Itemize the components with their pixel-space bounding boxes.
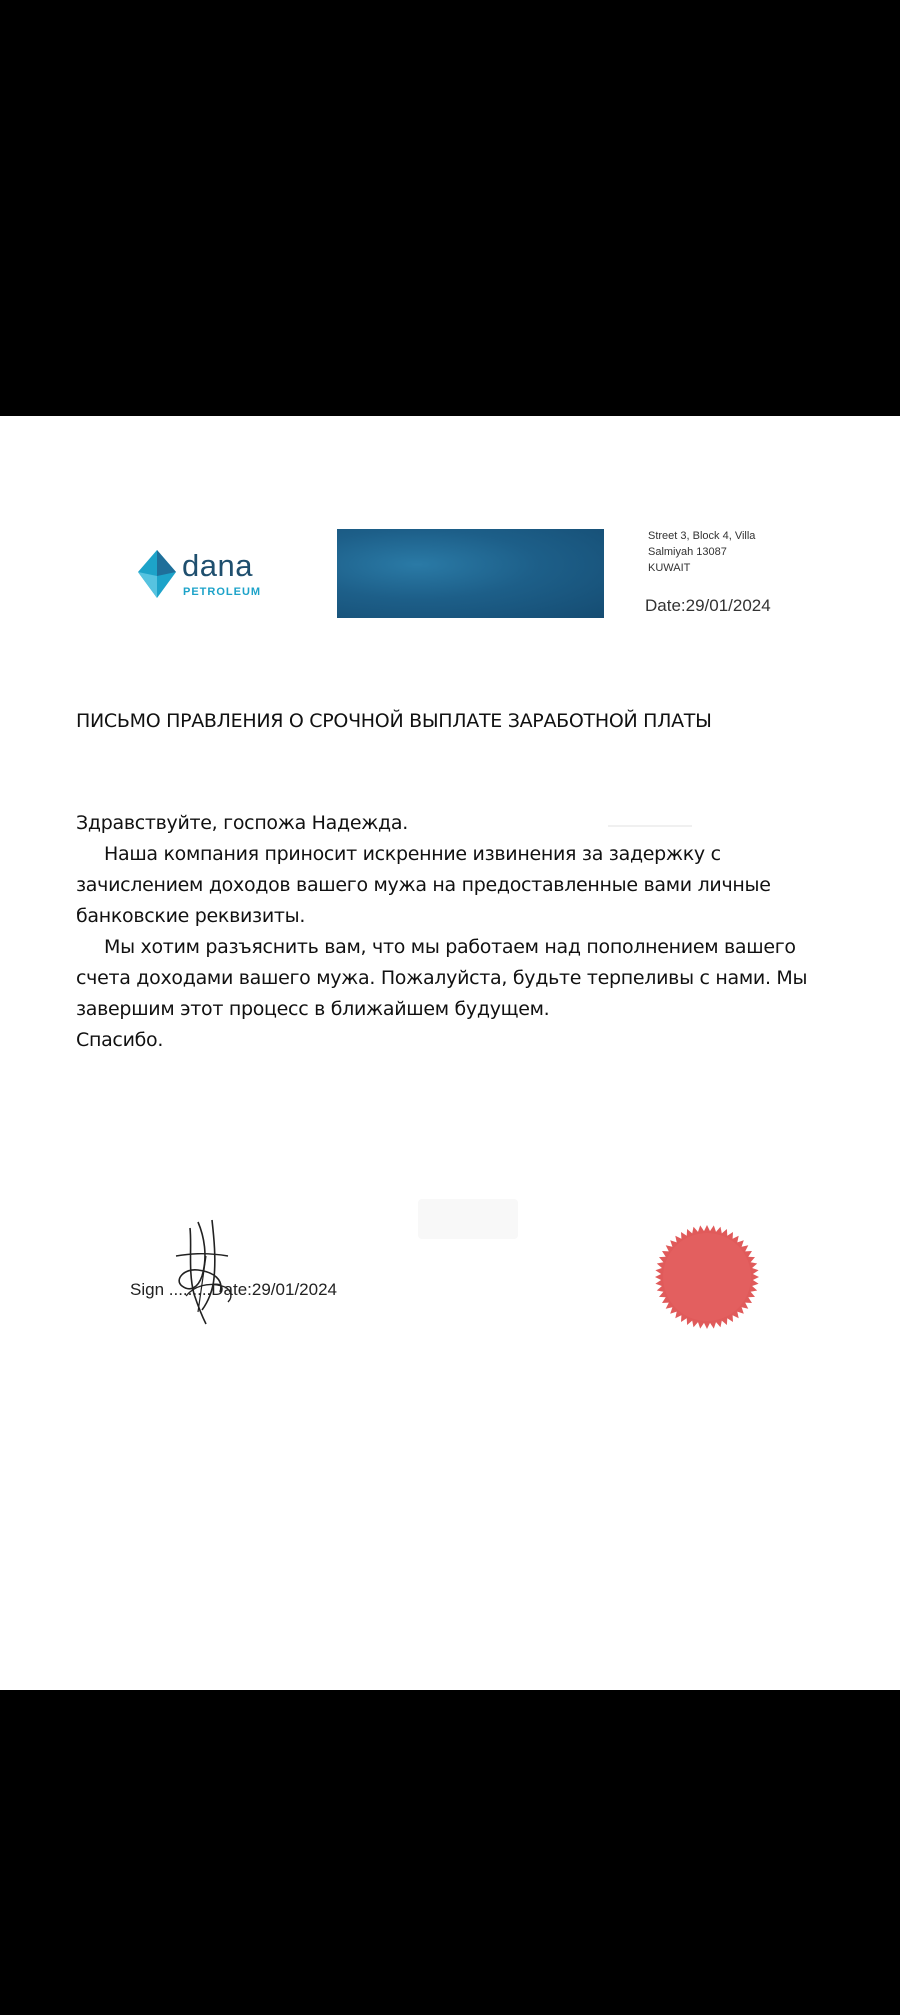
letter-date: Date:29/01/2024 bbox=[645, 596, 771, 615]
paragraph-apology: Наша компания приносит искренние извинения за задержку с зачислением доходов вашего мужа на предоставленные вами личные банковские реквизиты. bbox=[76, 843, 771, 927]
address-line: Street 3, Block 4, Villa bbox=[648, 530, 756, 542]
address-line: KUWAIT bbox=[648, 562, 691, 574]
closing: Спасибо. bbox=[76, 1029, 164, 1051]
faint-smudge bbox=[418, 1199, 518, 1239]
header-banner-image bbox=[337, 529, 604, 618]
company-address bbox=[648, 528, 755, 576]
sign-dots: ......... bbox=[164, 1280, 212, 1299]
sign-date: Date:29/01/2024 bbox=[211, 1280, 337, 1299]
letter-title: ПИСЬМО ПРАВЛЕНИЯ О СРОЧНОЙ ВЫПЛАТЕ ЗАРАБОТНОЙ ПЛАТЫ bbox=[76, 710, 712, 732]
logo-word: dana bbox=[182, 548, 253, 583]
logo-subtitle: PETROLEUM bbox=[183, 586, 262, 598]
paragraph-explanation: Мы хотим разъяснить вам, что мы работаем над пополнением вашего счета доходами вашего мужа. Пожалуйста, будьте терпеливы с нами. Мы завершим этот процесс в ближайшем будущем. bbox=[76, 936, 808, 1020]
letter-page bbox=[0, 416, 900, 1690]
company-logo bbox=[138, 546, 298, 606]
greeting: Здравствуйте, госпожа Надежда. bbox=[76, 812, 408, 834]
handwritten-signature bbox=[168, 1216, 258, 1326]
sign-label: Sign bbox=[130, 1280, 165, 1299]
logo-diamond-icon bbox=[138, 550, 176, 598]
red-seal-stamp-icon bbox=[652, 1222, 762, 1332]
letter-body bbox=[76, 808, 836, 1056]
address-line: Salmiyah 13087 bbox=[648, 546, 727, 558]
signature-line bbox=[130, 1280, 337, 1300]
